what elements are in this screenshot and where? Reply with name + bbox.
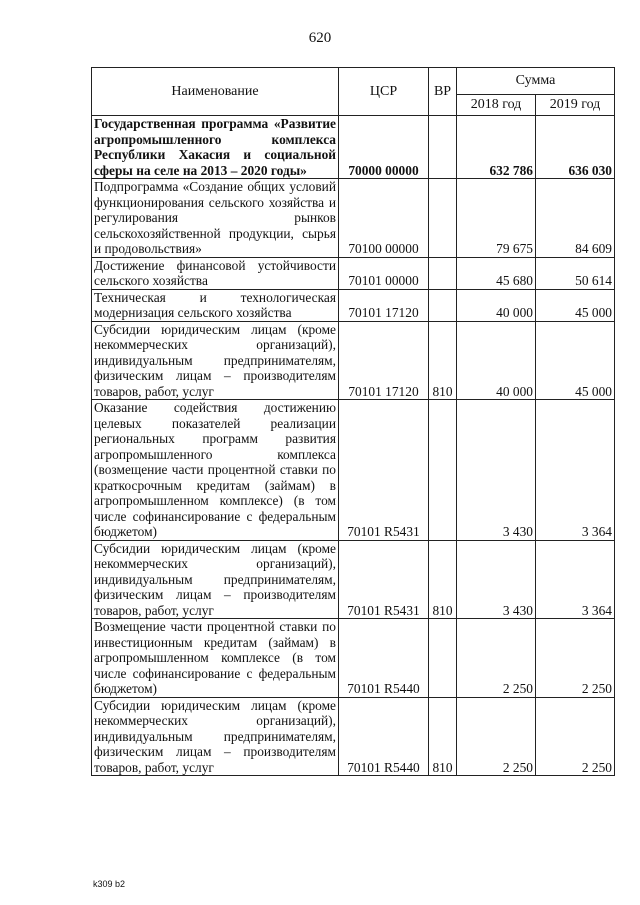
table-row (92, 116, 615, 179)
header-year-2018: 2018 год (457, 95, 536, 116)
table-row (92, 179, 615, 258)
row-vr: 810 (429, 540, 457, 619)
row-amount-2019: 84 609 (536, 179, 615, 258)
row-csr: 70000 00000 (339, 116, 429, 179)
row-name: Субсидии юридическим лицам (кроме некоммерческих организаций), индивидуальным предпринимателям, физическим лицам – производителям товаров, работ, услуг (92, 321, 339, 400)
row-name: Государственная программа «Развитие агропромышленного комплекса Республики Хакасия и социальной сферы на селе на 2013 – 2020 годы» (92, 116, 339, 179)
row-vr (429, 400, 457, 541)
table-row (92, 400, 615, 541)
row-amount-2018: 45 680 (457, 257, 536, 289)
header-vr: ВР (429, 68, 457, 116)
row-amount-2018: 3 430 (457, 540, 536, 619)
table-row (92, 289, 615, 321)
row-vr (429, 179, 457, 258)
row-amount-2018: 2 250 (457, 619, 536, 698)
row-name: Техническая и технологическая модернизация сельского хозяйства (92, 289, 339, 321)
row-amount-2018: 2 250 (457, 697, 536, 776)
row-name: Подпрограмма «Создание общих условий функционирования сельского хозяйства и регулирования рынков сельскохозяйственной продукции, сырья и продовольствия» (92, 179, 339, 258)
row-name: Субсидии юридическим лицам (кроме некоммерческих организаций), индивидуальным предпринимателям, физическим лицам – производителям товаров, работ, услуг (92, 697, 339, 776)
row-csr: 70101 R5431 (339, 400, 429, 541)
row-amount-2019: 636 030 (536, 116, 615, 179)
row-csr: 70101 R5440 (339, 697, 429, 776)
row-amount-2018: 3 430 (457, 400, 536, 541)
row-vr (429, 619, 457, 698)
header-name: Наименование (92, 68, 339, 116)
table-row (92, 257, 615, 289)
row-csr: 70100 00000 (339, 179, 429, 258)
row-csr: 70101 R5431 (339, 540, 429, 619)
row-csr: 70101 17120 (339, 321, 429, 400)
page-number: 620 (308, 30, 332, 46)
table-row (92, 697, 615, 776)
header-csr: ЦСР (339, 68, 429, 116)
header-sum: Сумма (457, 68, 615, 95)
row-amount-2019: 2 250 (536, 697, 615, 776)
row-amount-2018: 40 000 (457, 289, 536, 321)
row-amount-2018: 79 675 (457, 179, 536, 258)
row-vr: 810 (429, 321, 457, 400)
row-csr: 70101 17120 (339, 289, 429, 321)
row-amount-2019: 45 000 (536, 289, 615, 321)
row-amount-2019: 3 364 (536, 540, 615, 619)
row-amount-2019: 3 364 (536, 400, 615, 541)
row-amount-2019: 50 614 (536, 257, 615, 289)
row-csr: 70101 00000 (339, 257, 429, 289)
row-amount-2019: 45 000 (536, 321, 615, 400)
row-vr: 810 (429, 697, 457, 776)
table-row (92, 540, 615, 619)
row-amount-2019: 2 250 (536, 619, 615, 698)
table-row (92, 321, 615, 400)
row-vr (429, 257, 457, 289)
row-vr (429, 289, 457, 321)
table-row (92, 619, 615, 698)
row-csr: 70101 R5440 (339, 619, 429, 698)
row-amount-2018: 632 786 (457, 116, 536, 179)
table-header-row (92, 68, 615, 95)
row-amount-2018: 40 000 (457, 321, 536, 400)
row-name: Возмещение части процентной ставки по инвестиционным кредитам (займам) в агропромышленном комплексе (в том числе софинансирование с федеральным бюджетом) (92, 619, 339, 698)
row-name: Оказание содействия достижению целевых показателей реализации региональных программ развития агропромышленного комплекса (возмещение части процентной ставки по краткосрочным кредитам (займам) в агропромышленном комплексе) (в том числе софинансирование с федеральным бюджетом) (92, 400, 339, 541)
table-body (92, 116, 615, 776)
header-year-2019: 2019 год (536, 95, 615, 116)
footer-code: k309 b2 (93, 879, 126, 889)
row-name: Субсидии юридическим лицам (кроме некоммерческих организаций), индивидуальным предпринимателям, физическим лицам – производителям товаров, работ, услуг (92, 540, 339, 619)
row-name: Достижение финансовой устойчивости сельского хозяйства (92, 257, 339, 289)
row-vr (429, 116, 457, 179)
budget-table (91, 67, 615, 776)
